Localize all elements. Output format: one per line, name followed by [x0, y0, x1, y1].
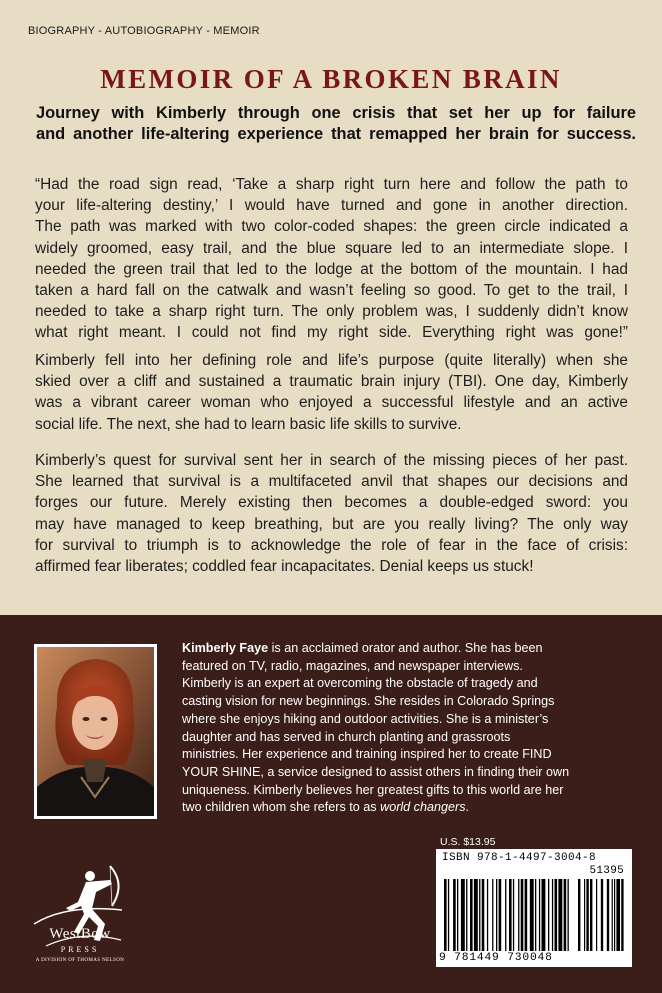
price-code-bar: [584, 879, 585, 951]
barcode-bar: [542, 879, 546, 951]
intro-line: Journey with Kimberly through one crisis that set her up for failure: [36, 104, 636, 122]
barcode-bar: [521, 879, 524, 951]
barcode-bar: [448, 879, 449, 951]
westbow-archer-logo: [26, 862, 136, 972]
quest-line: may have managed to keep breathing, but are you really living? The only way: [35, 515, 628, 533]
bio-line: featured on TV, radio, magazines, and newspaper interviews.: [182, 658, 523, 673]
barcode-bar: [474, 879, 478, 951]
bio-line: where she enjoys hiking and outdoor activities. She is a minister’s: [182, 711, 549, 726]
publisher-name: WestBow: [49, 926, 111, 942]
intro-tagline: [36, 103, 636, 145]
barcode-bar: [482, 879, 485, 951]
price-code-bar: [614, 879, 615, 951]
publisher-press: PRESS: [60, 945, 100, 954]
bio-last-prefix: two children whom she refers to as: [182, 800, 381, 815]
price-code-bar: [596, 879, 597, 951]
price-code-bar: [586, 879, 588, 951]
barcode-bar: [564, 879, 567, 951]
quest-line: for survival to triumph is to acknowledge the role of fear in the face of crisis:: [35, 536, 628, 554]
barcode-bar: [525, 879, 528, 951]
quote-line: “Had the road sign read, ‘Take a sharp right turn here and follow the path to: [35, 176, 628, 193]
price-code-bar: [607, 879, 609, 951]
barcode-bar: [568, 879, 569, 951]
price-code-bar: [621, 879, 623, 951]
price-code-bar: [601, 879, 603, 951]
barcode-bar: [444, 879, 447, 951]
barcode-bar: [496, 879, 497, 951]
barcode-bar: [535, 879, 536, 951]
barcode-bar: [539, 879, 540, 951]
quote-line: needed to take a sharp right turn. The only problem was, I suddenly didn’t know: [35, 303, 628, 321]
barcode-bar: [457, 879, 458, 951]
price-code-bar: [578, 879, 580, 951]
barcode-bar: [509, 879, 512, 951]
bio-last-suffix: .: [465, 800, 469, 815]
bio-line: uniqueness. Kimberly believes her greatest gifts to this world are her: [182, 782, 564, 797]
genre-label: BIOGRAPHY - AUTOBIOGRAPHY - MEMOIR: [28, 25, 260, 37]
publisher-division: A DIVISION OF THOMAS NELSON: [35, 958, 125, 963]
story-line: social life. The next, she had to learn basic life skills to survive.: [35, 415, 462, 433]
price-label: U.S. $13.95: [440, 836, 496, 848]
quest-line: Kimberly’s quest for survival sent her in search of the missing pieces of her past.: [35, 452, 628, 469]
intro-line: and another life-altering experience that remapped her brain for success.: [36, 125, 636, 143]
barcode-bar: [453, 879, 456, 951]
bio-line: casting vision for new beginnings. She resides in Colorado Springs: [182, 694, 555, 709]
ean-digits: 9 781449 730048: [439, 952, 553, 964]
barcode-bar: [548, 879, 549, 951]
bio-line: Kimberly is an expert at overcoming the obstacle of tragedy and: [182, 676, 538, 691]
author-bio: [182, 640, 627, 817]
bio-line-text: is an acclaimed orator and author. She has been: [268, 641, 543, 655]
barcode-bar: [513, 879, 514, 951]
barcode-bar: [492, 879, 493, 951]
book-title: MEMOIR OF A BROKEN BRAIN: [100, 64, 562, 94]
author-name: Kimberly Faye: [182, 641, 269, 655]
story-paragraph: [35, 350, 628, 435]
bio-last-line: [182, 799, 627, 817]
isbn-barcode: [436, 849, 632, 967]
price-code-bar: [616, 879, 620, 951]
bio-line: YOUR SHINE, a service designed to assist others in finding their own: [182, 764, 570, 779]
bio-line: ministries. Her experience and training inspired her to create FIND: [182, 747, 552, 762]
bio-first-line: [182, 640, 627, 658]
bio-italic-phrase: world changers: [380, 800, 466, 815]
price-code-bar: [612, 879, 613, 951]
quote-line: The path was marked with two color-coded shapes: the green circle indicated a: [35, 218, 628, 236]
story-line: was a vibrant career woman who enjoyed a successful lifestyle and an active: [35, 394, 628, 412]
quote-line: widely groomed, easy trail, and the blue square led to an intermediate slope. I: [35, 239, 628, 257]
story-line: skied over a cliff and sustained a traumatic brain injury (TBI). One day, Kimberly: [35, 373, 628, 391]
barcode-bar: [499, 879, 502, 951]
barcode-bars: [436, 849, 632, 967]
quest-line: affirmed fear liberates; coddled fear incapacitates. Denial keeps us stuck!: [35, 558, 534, 576]
barcode-bar: [555, 879, 558, 951]
barcode-bar: [487, 879, 488, 951]
barcode-bar: [466, 879, 467, 951]
barcode-bar: [518, 879, 519, 951]
quote-line: what right meant. I could not find my right side. Everything right was gone!”: [35, 324, 628, 342]
barcode-bar: [505, 879, 506, 951]
barcode-bar: [479, 879, 480, 951]
quote-line: your life-altering destiny,’ I would have turned and gone in another direction.: [35, 197, 628, 215]
story-line: Kimberly fell into her defining role and life’s purpose (quite literally) when she: [35, 352, 628, 369]
quest-line: She learned that survival is a multifaceted anvil that shapes our decisions and: [35, 473, 628, 491]
author-photo: [34, 644, 157, 819]
price-code: 51395: [589, 865, 624, 877]
barcode-bar: [558, 879, 562, 951]
isbn-number: ISBN 978-1-4497-3004-8: [442, 852, 597, 864]
barcode-bar: [552, 879, 553, 951]
barcode-bar: [530, 879, 534, 951]
quest-paragraph: [35, 450, 628, 577]
price-code-bar: [590, 879, 592, 951]
barcode-bar: [461, 879, 465, 951]
quote-paragraph: [35, 174, 628, 344]
quote-line: taken a hard fall on the catwalk and wasn’t feeling so good. To get to the trail, I: [35, 282, 628, 300]
quest-line: forges our future. Merely existing then becomes a double-edged sword: you: [35, 494, 628, 512]
barcode-bar: [470, 879, 473, 951]
quote-line: needed the green trail that led to the lodge at the bottom of the mountain. I had: [35, 260, 628, 278]
bio-line: daughter and has served in church planting and grassroots: [182, 729, 511, 744]
